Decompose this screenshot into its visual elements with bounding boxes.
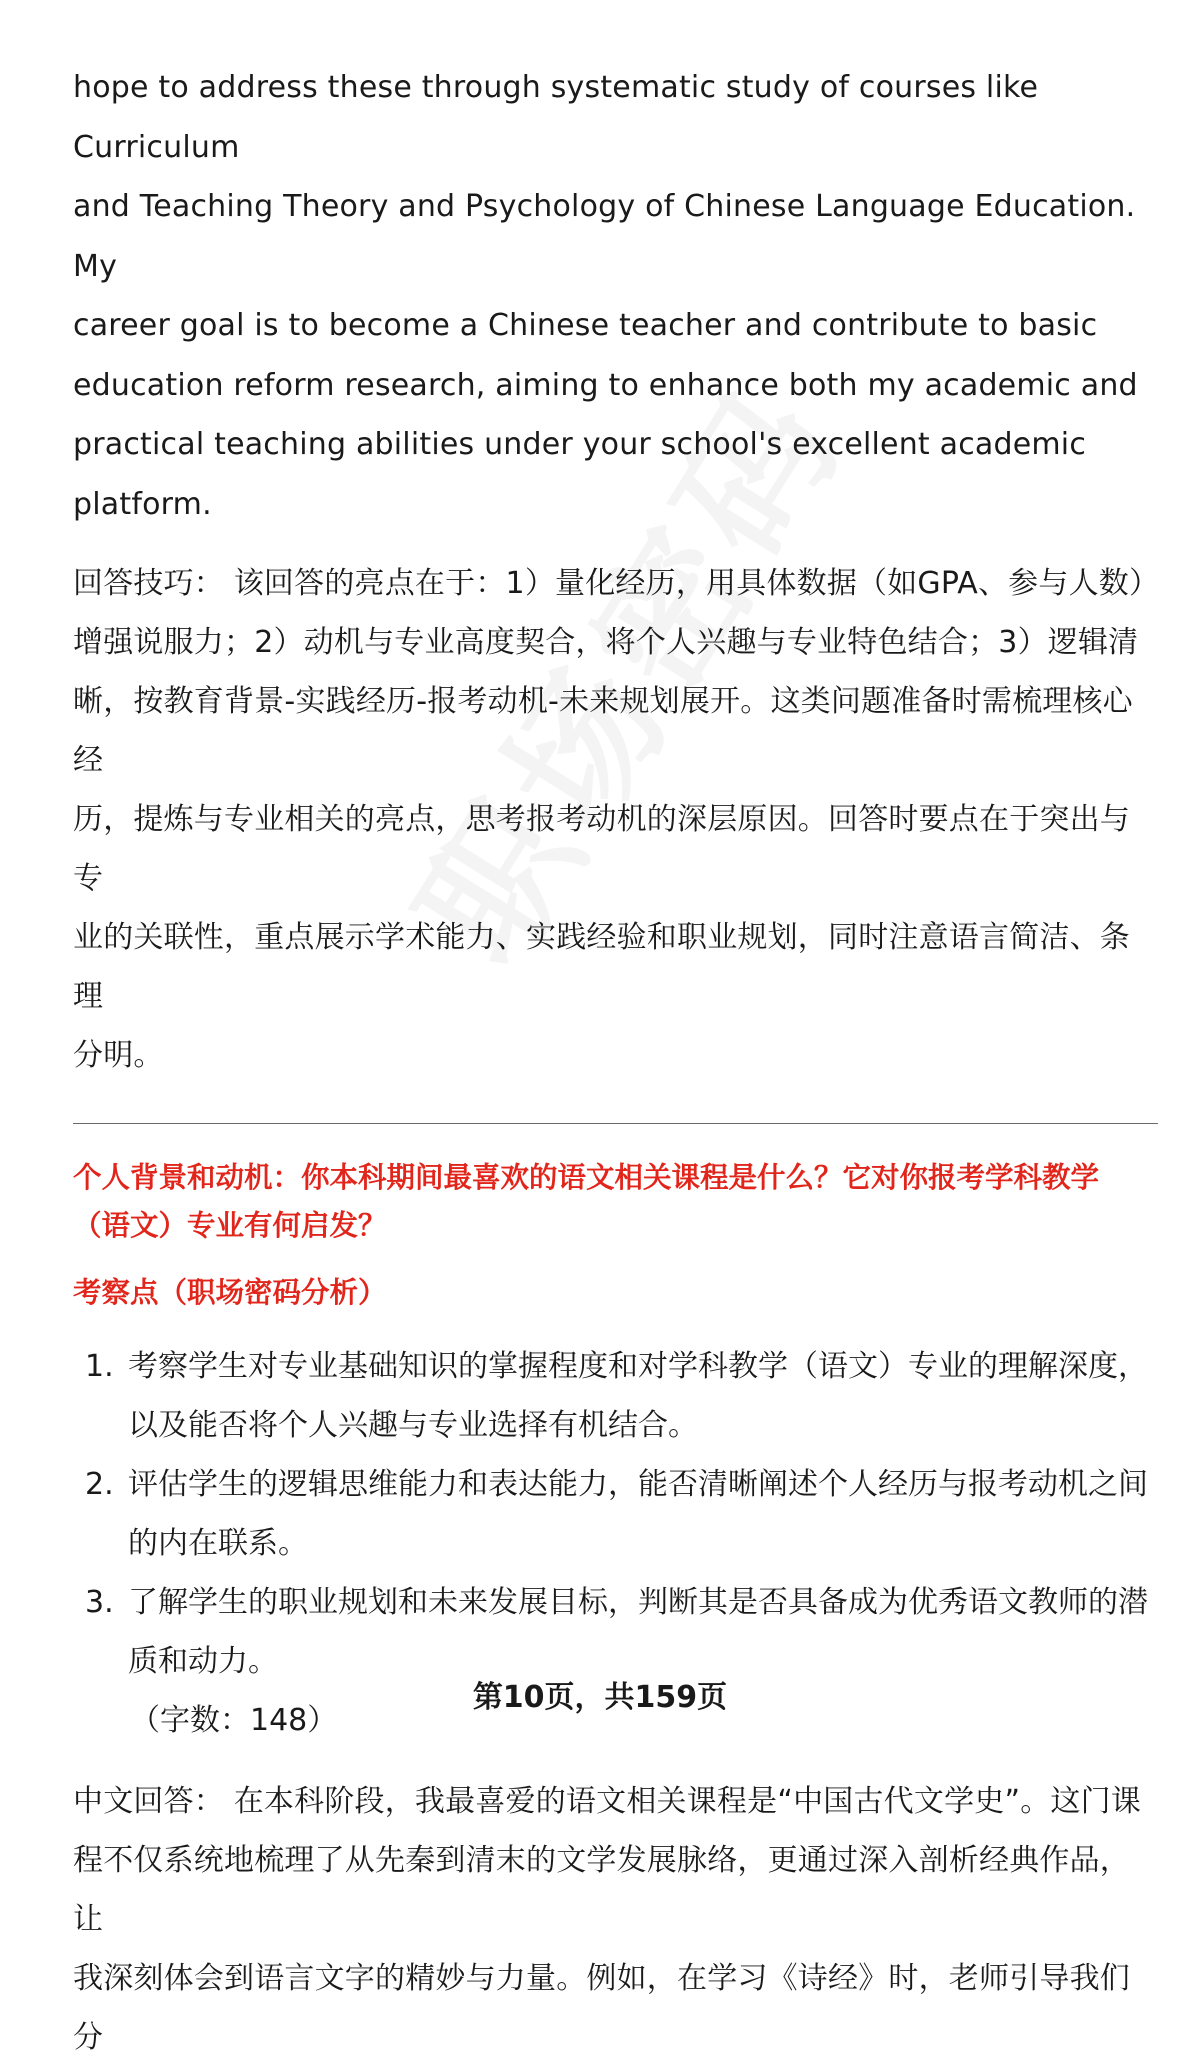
text-line: 以及能否将个人兴趣与专业选择有机结合。 bbox=[128, 1408, 698, 1443]
page-number-footer: 第10页，共159页 bbox=[472, 1680, 728, 1715]
text-line: hope to address these through systematic study of courses like Curriculum bbox=[73, 70, 1039, 165]
list-item bbox=[73, 1337, 1158, 1455]
text-line: 业的关联性，重点展示学术能力、实践经验和职业规划，同时注意语言简洁、条理 bbox=[73, 920, 1130, 1014]
text-line: （语文）专业有何启发？ bbox=[73, 1209, 387, 1242]
text-line: 晰，按教育背景-实践经历-报考动机-未来规划展开。这类问题准备时需梳理核心经 bbox=[73, 684, 1133, 778]
text-line: education reform research, aiming to enhance both my academic and bbox=[73, 367, 1138, 403]
text-line: 质和动力。 bbox=[128, 1644, 278, 1679]
list-item bbox=[73, 1455, 1158, 1573]
text-line: 了解学生的职业规划和未来发展目标，判断其是否具备成为优秀语文教师的潜 bbox=[128, 1585, 1148, 1620]
document-page bbox=[73, 58, 1158, 2067]
text-line: career goal is to become a Chinese teacher and contribute to basic bbox=[73, 308, 1098, 343]
text-line: 分明。 bbox=[73, 1038, 164, 1073]
text-line: 的内在联系。 bbox=[128, 1526, 308, 1561]
text-line: 程不仅系统地梳理了从先秦到清末的文学发展脉络，更通过深入剖析经典作品，让 bbox=[73, 1843, 1130, 1937]
text-line: and Teaching Theory and Psychology of Chinese Language Education. My bbox=[73, 189, 1136, 284]
list-number: 1. bbox=[85, 1349, 114, 1384]
text-line: practical teaching abilities under your school's excellent academic platform. bbox=[73, 427, 1087, 522]
text-line: 评估学生的逻辑思维能力和表达能力，能否清晰阐述个人经历与报考动机之间 bbox=[128, 1467, 1148, 1502]
english-answer-paragraph bbox=[73, 58, 1158, 534]
text-line: 个人背景和动机：你本科期间最喜欢的语文相关课程是什么？它对你报考学科教学 bbox=[73, 1161, 1100, 1194]
text-line: 回答技巧： 该回答的亮点在于：1）量化经历，用具体数据（如GPA、参与人数） bbox=[73, 566, 1160, 601]
text-line: 历，提炼与专业相关的亮点，思考报考动机的深层原因。回答时要点在于突出与专 bbox=[73, 802, 1130, 896]
text-line: 增强说服力；2）动机与专业高度契合，将个人兴趣与专业特色结合；3）逻辑清 bbox=[73, 625, 1139, 660]
chinese-answer-paragraph bbox=[73, 1772, 1158, 2067]
question-heading bbox=[73, 1154, 1158, 1250]
list-number: 3. bbox=[85, 1585, 114, 1620]
text-line: 中文回答： 在本科阶段，我最喜爱的语文相关课程是“中国古代文学史”。这门课 bbox=[73, 1784, 1142, 1819]
answer-tips-paragraph bbox=[73, 554, 1158, 1085]
text-line: 我深刻体会到语言文字的精妙与力量。例如，在学习《诗经》时，老师引导我们分 bbox=[73, 1961, 1130, 2055]
assessment-points-list bbox=[73, 1337, 1158, 1691]
assessment-points-label: 考察点（职场密码分析） bbox=[73, 1276, 387, 1309]
list-number: 2. bbox=[85, 1467, 114, 1502]
text-line: 考察学生对专业基础知识的掌握程度和对学科教学（语文）专业的理解深度， bbox=[128, 1349, 1148, 1384]
word-count: （字数：148） bbox=[130, 1703, 338, 1738]
